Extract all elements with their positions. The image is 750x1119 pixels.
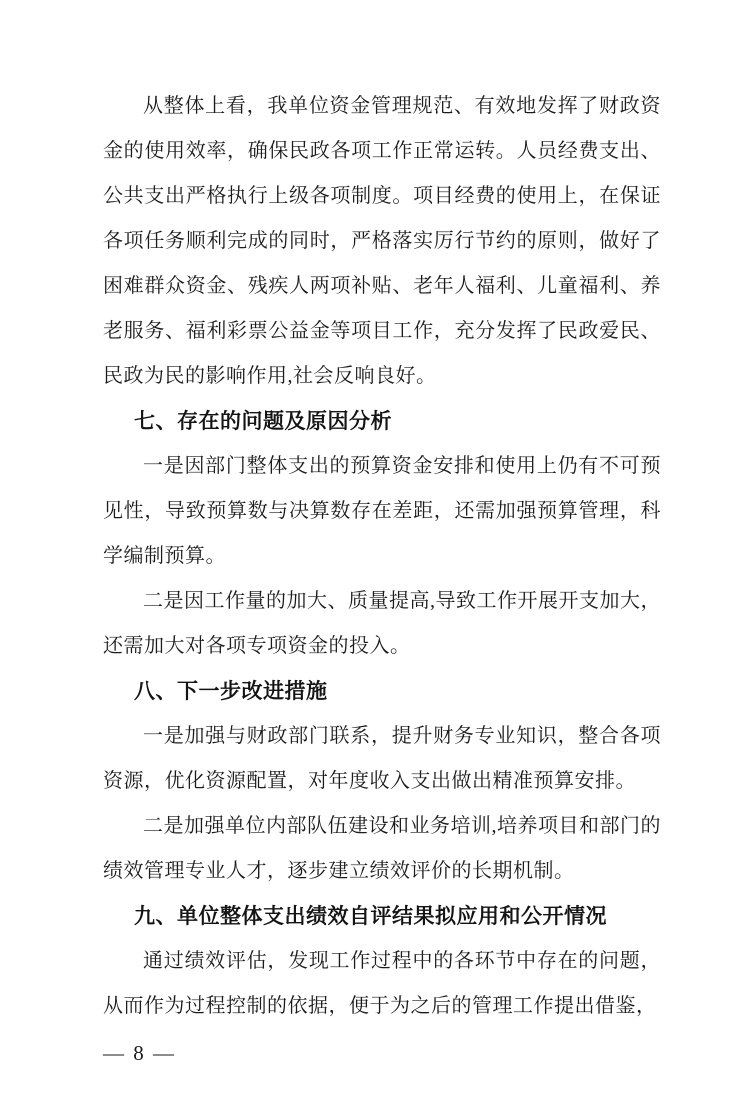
- document-content: [103, 84, 661, 1029]
- paragraph-fund-management-summary: 从整体上看，我单位资金管理规范、有效地发挥了财政资金的使用效率，确保民政各项工作正常运转。人员经费支出、公共支出严格执行上级各项制度。项目经费的使用上，在保证各项任务顺利完成的同时，严格落实厉行节约的原则，做好了困难群众资金、残疾人两项补贴、老年人福利、儿童福利、养老服务、福利彩票公益金等项目工作，充分发挥了民政爱民、民政为民的影响作用,社会反响良好。: [103, 95, 661, 387]
- paragraph-evaluation-application: 通过绩效评估，发现工作过程中的各环节中存在的问题，从而作为过程控制的依据，便于为之后的管理工作提出借鉴，: [103, 950, 661, 1017]
- heading-section-seven-problems-and-causes: 七、存在的问题及原因分析: [134, 410, 392, 433]
- paragraph-issue-two-workload-increase: 二是因工作量的加大、质量提高,导致工作开展开支加大，还需加大对各项专项资金的投入。: [103, 590, 661, 657]
- page-number: — 8 —: [103, 1041, 176, 1065]
- paragraph-measure-one-finance-liaison: 一是加强与财政部门联系，提升财务专业知识，整合各项资源，优化资源配置，对年度收入支出做出精准预算安排。: [103, 725, 661, 792]
- heading-section-nine-self-evaluation-results: 九、单位整体支出绩效自评结果拟应用和公开情况: [134, 905, 607, 928]
- paragraph-issue-one-budget-predictability: 一是因部门整体支出的预算资金安排和使用上仍有不可预见性，导致预算数与决算数存在差距，还需加强预算管理，科学编制预算。: [103, 455, 661, 567]
- paragraph-measure-two-team-building: 二是加强单位内部队伍建设和业务培训,培养项目和部门的绩效管理专业人才，逐步建立绩效评价的长期机制。: [103, 815, 661, 882]
- heading-section-eight-improvement-measures: 八、下一步改进措施: [134, 680, 328, 703]
